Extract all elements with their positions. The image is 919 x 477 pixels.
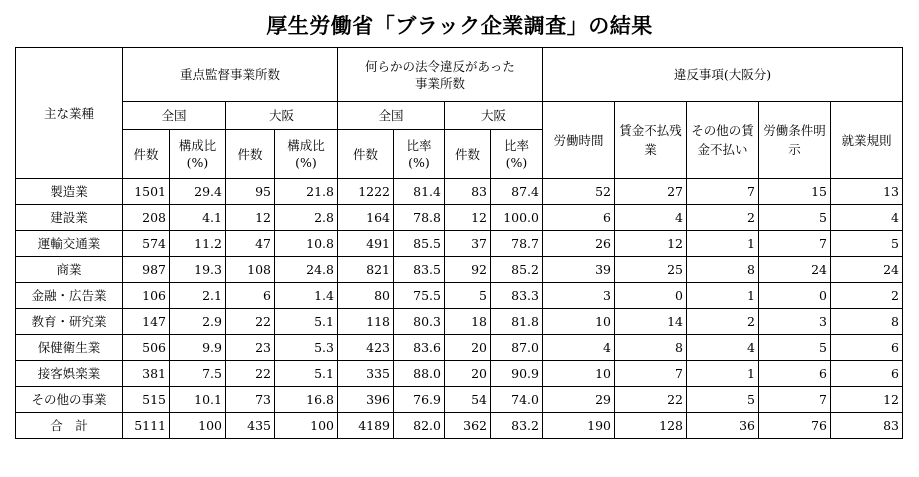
table-body: [16, 179, 903, 439]
inspected-national-count-cell: 1501: [123, 179, 170, 205]
other-unpaid-wages-cell: 5: [687, 387, 759, 413]
working-conditions-cell: 7: [759, 231, 831, 257]
table-row: [16, 335, 903, 361]
working-hours-cell: 4: [543, 335, 615, 361]
inspected-national-count-cell: 106: [123, 283, 170, 309]
working-conditions-cell: 7: [759, 387, 831, 413]
other-unpaid-wages-cell: 1: [687, 283, 759, 309]
other-unpaid-wages-cell: 2: [687, 309, 759, 335]
header-count: 件数: [445, 130, 491, 179]
header-rate: 比率 (%): [394, 130, 445, 179]
work-rules-cell: 2: [831, 283, 903, 309]
header-violating-line1: 何らかの法令違反があった: [365, 58, 515, 74]
other-unpaid-wages-cell: 1: [687, 231, 759, 257]
violating-national-rate-cell: 76.9: [394, 387, 445, 413]
unpaid-overtime-cell: 22: [615, 387, 687, 413]
working-conditions-cell: 5: [759, 335, 831, 361]
header-inspected-national: 全国: [123, 102, 226, 130]
industry-cell: 製造業: [16, 179, 123, 205]
violating-osaka-rate-cell: 100.0: [491, 205, 543, 231]
violating-osaka-count-cell: 20: [445, 335, 491, 361]
unpaid-overtime-cell: 7: [615, 361, 687, 387]
inspected-national-ratio-cell: 9.9: [170, 335, 226, 361]
inspected-osaka-count-cell: 95: [226, 179, 275, 205]
header-composition-ratio: 構成比(%): [170, 130, 226, 179]
violating-national-count-cell: 4189: [338, 413, 394, 439]
industry-cell: 保健衛生業: [16, 335, 123, 361]
working-hours-cell: 3: [543, 283, 615, 309]
violating-national-count-cell: 491: [338, 231, 394, 257]
working-hours-cell: 10: [543, 361, 615, 387]
violating-national-rate-cell: 82.0: [394, 413, 445, 439]
inspected-national-count-cell: 987: [123, 257, 170, 283]
working-hours-cell: 190: [543, 413, 615, 439]
inspected-national-ratio-cell: 11.2: [170, 231, 226, 257]
header-violating-national: 全国: [338, 102, 445, 130]
page-title: 厚生労働省「ブラック企業調査」の結果: [266, 13, 653, 38]
violating-national-rate-cell: 88.0: [394, 361, 445, 387]
working-hours-cell: 26: [543, 231, 615, 257]
table-row: [16, 387, 903, 413]
violating-osaka-count-cell: 5: [445, 283, 491, 309]
unpaid-overtime-cell: 27: [615, 179, 687, 205]
violating-national-rate-cell: 83.5: [394, 257, 445, 283]
working-conditions-cell: 5: [759, 205, 831, 231]
violating-osaka-count-cell: 18: [445, 309, 491, 335]
table-row: [16, 257, 903, 283]
violating-national-count-cell: 118: [338, 309, 394, 335]
unpaid-overtime-cell: 0: [615, 283, 687, 309]
header-violation-items: 違反事項(大阪分): [543, 48, 903, 102]
work-rules-cell: 8: [831, 309, 903, 335]
table-row: [16, 179, 903, 205]
header-working-hours: 労働時間: [543, 102, 615, 179]
working-conditions-cell: 3: [759, 309, 831, 335]
inspected-national-count-cell: 515: [123, 387, 170, 413]
violating-national-rate-cell: 85.5: [394, 231, 445, 257]
industry-cell: 金融・広告業: [16, 283, 123, 309]
violating-national-count-cell: 164: [338, 205, 394, 231]
inspected-osaka-count-cell: 22: [226, 361, 275, 387]
working-hours-cell: 29: [543, 387, 615, 413]
violating-osaka-rate-cell: 83.3: [491, 283, 543, 309]
violating-national-rate-cell: 75.5: [394, 283, 445, 309]
violating-osaka-count-cell: 92: [445, 257, 491, 283]
unpaid-overtime-cell: 8: [615, 335, 687, 361]
violating-osaka-count-cell: 12: [445, 205, 491, 231]
work-rules-cell: 5: [831, 231, 903, 257]
violating-national-count-cell: 423: [338, 335, 394, 361]
inspected-national-ratio-cell: 100: [170, 413, 226, 439]
inspected-osaka-count-cell: 108: [226, 257, 275, 283]
work-rules-cell: 13: [831, 179, 903, 205]
inspected-osaka-ratio-cell: 5.1: [275, 309, 338, 335]
industry-cell: その他の事業: [16, 387, 123, 413]
inspected-national-count-cell: 574: [123, 231, 170, 257]
header-count: 件数: [226, 130, 275, 179]
header-violating-osaka: 大阪: [445, 102, 543, 130]
header-violating-establishments: [338, 48, 543, 102]
header-rate: 比率 (%): [491, 130, 543, 179]
unpaid-overtime-cell: 4: [615, 205, 687, 231]
inspected-osaka-count-cell: 12: [226, 205, 275, 231]
inspected-osaka-ratio-cell: 24.8: [275, 257, 338, 283]
violating-osaka-count-cell: 54: [445, 387, 491, 413]
violating-national-count-cell: 396: [338, 387, 394, 413]
violating-osaka-rate-cell: 85.2: [491, 257, 543, 283]
inspected-osaka-ratio-cell: 100: [275, 413, 338, 439]
inspected-osaka-count-cell: 22: [226, 309, 275, 335]
table-row: [16, 231, 903, 257]
header-composition-ratio: 構成比 (%): [275, 130, 338, 179]
inspected-national-ratio-cell: 7.5: [170, 361, 226, 387]
inspected-osaka-ratio-cell: 5.1: [275, 361, 338, 387]
inspected-osaka-count-cell: 435: [226, 413, 275, 439]
violating-national-rate-cell: 78.8: [394, 205, 445, 231]
header-other-unpaid-wages: その他の賃金不払い: [687, 102, 759, 179]
inspected-national-ratio-cell: 2.1: [170, 283, 226, 309]
working-conditions-cell: 76: [759, 413, 831, 439]
table-row: [16, 205, 903, 231]
violating-osaka-count-cell: 20: [445, 361, 491, 387]
violating-osaka-rate-cell: 83.2: [491, 413, 543, 439]
violating-osaka-rate-cell: 78.7: [491, 231, 543, 257]
unpaid-overtime-cell: 25: [615, 257, 687, 283]
working-hours-cell: 39: [543, 257, 615, 283]
inspected-national-count-cell: 506: [123, 335, 170, 361]
violating-osaka-rate-cell: 87.4: [491, 179, 543, 205]
working-hours-cell: 52: [543, 179, 615, 205]
industry-cell: 運輸交通業: [16, 231, 123, 257]
header-working-conditions: 労働条件明示: [759, 102, 831, 179]
unpaid-overtime-cell: 128: [615, 413, 687, 439]
work-rules-cell: 24: [831, 257, 903, 283]
inspected-osaka-ratio-cell: 16.8: [275, 387, 338, 413]
other-unpaid-wages-cell: 36: [687, 413, 759, 439]
inspected-osaka-ratio-cell: 5.3: [275, 335, 338, 361]
survey-results-table: [15, 47, 903, 439]
header-count: 件数: [123, 130, 170, 179]
inspected-osaka-count-cell: 23: [226, 335, 275, 361]
header-inspected-establishments: 重点監督事業所数: [123, 48, 338, 102]
header-inspected-osaka: 大阪: [226, 102, 338, 130]
header-unpaid-overtime: 賃金不払残業: [615, 102, 687, 179]
violating-osaka-rate-cell: 87.0: [491, 335, 543, 361]
working-conditions-cell: 15: [759, 179, 831, 205]
inspected-national-ratio-cell: 10.1: [170, 387, 226, 413]
unpaid-overtime-cell: 14: [615, 309, 687, 335]
inspected-national-count-cell: 147: [123, 309, 170, 335]
work-rules-cell: 4: [831, 205, 903, 231]
inspected-national-count-cell: 5111: [123, 413, 170, 439]
industry-cell: 合 計: [16, 413, 123, 439]
table-row: [16, 283, 903, 309]
violating-osaka-rate-cell: 90.9: [491, 361, 543, 387]
inspected-osaka-ratio-cell: 10.8: [275, 231, 338, 257]
other-unpaid-wages-cell: 8: [687, 257, 759, 283]
header-violating-line2: 事業所数: [414, 75, 465, 91]
inspected-osaka-count-cell: 6: [226, 283, 275, 309]
other-unpaid-wages-cell: 1: [687, 361, 759, 387]
violating-national-rate-cell: 83.6: [394, 335, 445, 361]
violating-osaka-count-cell: 37: [445, 231, 491, 257]
violating-osaka-count-cell: 362: [445, 413, 491, 439]
header-industry: 主な業種: [16, 48, 123, 179]
inspected-national-count-cell: 381: [123, 361, 170, 387]
inspected-osaka-ratio-cell: 1.4: [275, 283, 338, 309]
other-unpaid-wages-cell: 2: [687, 205, 759, 231]
header-work-rules: 就業規則: [831, 102, 903, 179]
working-hours-cell: 6: [543, 205, 615, 231]
violating-national-count-cell: 80: [338, 283, 394, 309]
inspected-osaka-ratio-cell: 21.8: [275, 179, 338, 205]
other-unpaid-wages-cell: 7: [687, 179, 759, 205]
inspected-osaka-ratio-cell: 2.8: [275, 205, 338, 231]
working-conditions-cell: 24: [759, 257, 831, 283]
violating-national-count-cell: 821: [338, 257, 394, 283]
violating-osaka-rate-cell: 81.8: [491, 309, 543, 335]
working-hours-cell: 10: [543, 309, 615, 335]
inspected-national-ratio-cell: 19.3: [170, 257, 226, 283]
working-conditions-cell: 6: [759, 361, 831, 387]
inspected-national-ratio-cell: 4.1: [170, 205, 226, 231]
work-rules-cell: 6: [831, 361, 903, 387]
inspected-osaka-count-cell: 47: [226, 231, 275, 257]
violating-osaka-rate-cell: 74.0: [491, 387, 543, 413]
total-row: [16, 413, 903, 439]
violating-national-rate-cell: 81.4: [394, 179, 445, 205]
unpaid-overtime-cell: 12: [615, 231, 687, 257]
inspected-national-count-cell: 208: [123, 205, 170, 231]
industry-cell: 建設業: [16, 205, 123, 231]
violating-national-rate-cell: 80.3: [394, 309, 445, 335]
violating-national-count-cell: 335: [338, 361, 394, 387]
table-row: [16, 361, 903, 387]
inspected-osaka-count-cell: 73: [226, 387, 275, 413]
inspected-national-ratio-cell: 29.4: [170, 179, 226, 205]
industry-cell: 教育・研究業: [16, 309, 123, 335]
industry-cell: 商業: [16, 257, 123, 283]
table-row: [16, 309, 903, 335]
header-count: 件数: [338, 130, 394, 179]
working-conditions-cell: 0: [759, 283, 831, 309]
work-rules-cell: 12: [831, 387, 903, 413]
violating-osaka-count-cell: 83: [445, 179, 491, 205]
other-unpaid-wages-cell: 4: [687, 335, 759, 361]
work-rules-cell: 83: [831, 413, 903, 439]
violating-national-count-cell: 1222: [338, 179, 394, 205]
industry-cell: 接客娯楽業: [16, 361, 123, 387]
work-rules-cell: 6: [831, 335, 903, 361]
inspected-national-ratio-cell: 2.9: [170, 309, 226, 335]
